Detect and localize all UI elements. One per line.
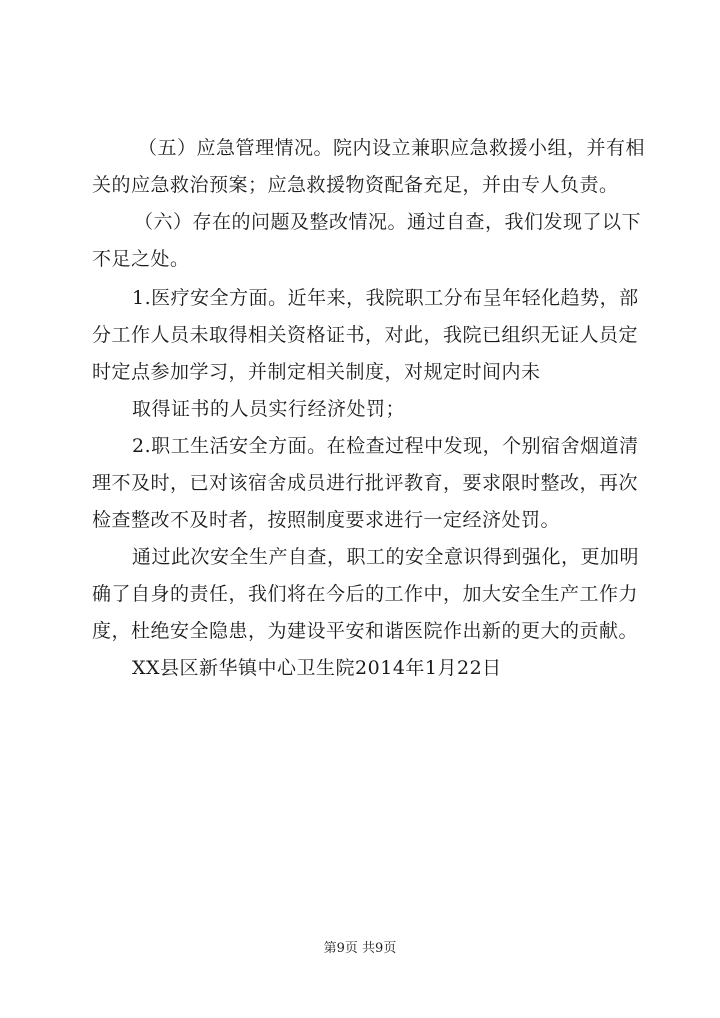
- text-line: 2.职工生活安全方面。在检查过程中发现，个别宿舍烟道清: [132, 435, 639, 457]
- text-line: 度，杜绝安全隐患，为建设平安和谐医院作出新的更大的贡献。: [92, 620, 639, 642]
- text-line: 理不及时，已对该宿舍成员进行批评教育，要求限时整改，再次: [92, 472, 639, 494]
- text-line: （六）存在的问题及整改情况。通过自查，我们发现了以下: [134, 211, 642, 233]
- signature-line: XX县区新华镇中心卫生院2014年1月22日: [132, 657, 502, 679]
- text-line: 1.医疗安全方面。近年来，我院职工分布呈年轻化趋势，部: [132, 287, 639, 309]
- page-number: 第9页 共9页: [323, 941, 397, 956]
- text-line: （五）应急管理情况。院内设立兼职应急救援小组，并有相: [138, 137, 646, 159]
- text-line: 关的应急救治预案；应急救援物资配备充足，并由专人负责。: [92, 174, 619, 196]
- text-line: 取得证书的人员实行经济处罚；: [132, 398, 406, 420]
- text-line: 通过此次安全生产自查，职工的安全意识得到强化，更加明: [132, 546, 640, 568]
- text-line: 确了自身的责任，我们将在今后的工作中，加大安全生产工作力: [92, 583, 639, 605]
- text-line: 时定点参加学习，并制定相关制度，对规定时间内未: [92, 361, 541, 383]
- text-line: 检查整改不及时者，按照制度要求进行一定经济处罚。: [92, 509, 561, 531]
- text-line: 分工作人员未取得相关资格证书，对此，我院已组织无证人员定: [92, 324, 639, 346]
- text-line: 不足之处。: [92, 248, 190, 270]
